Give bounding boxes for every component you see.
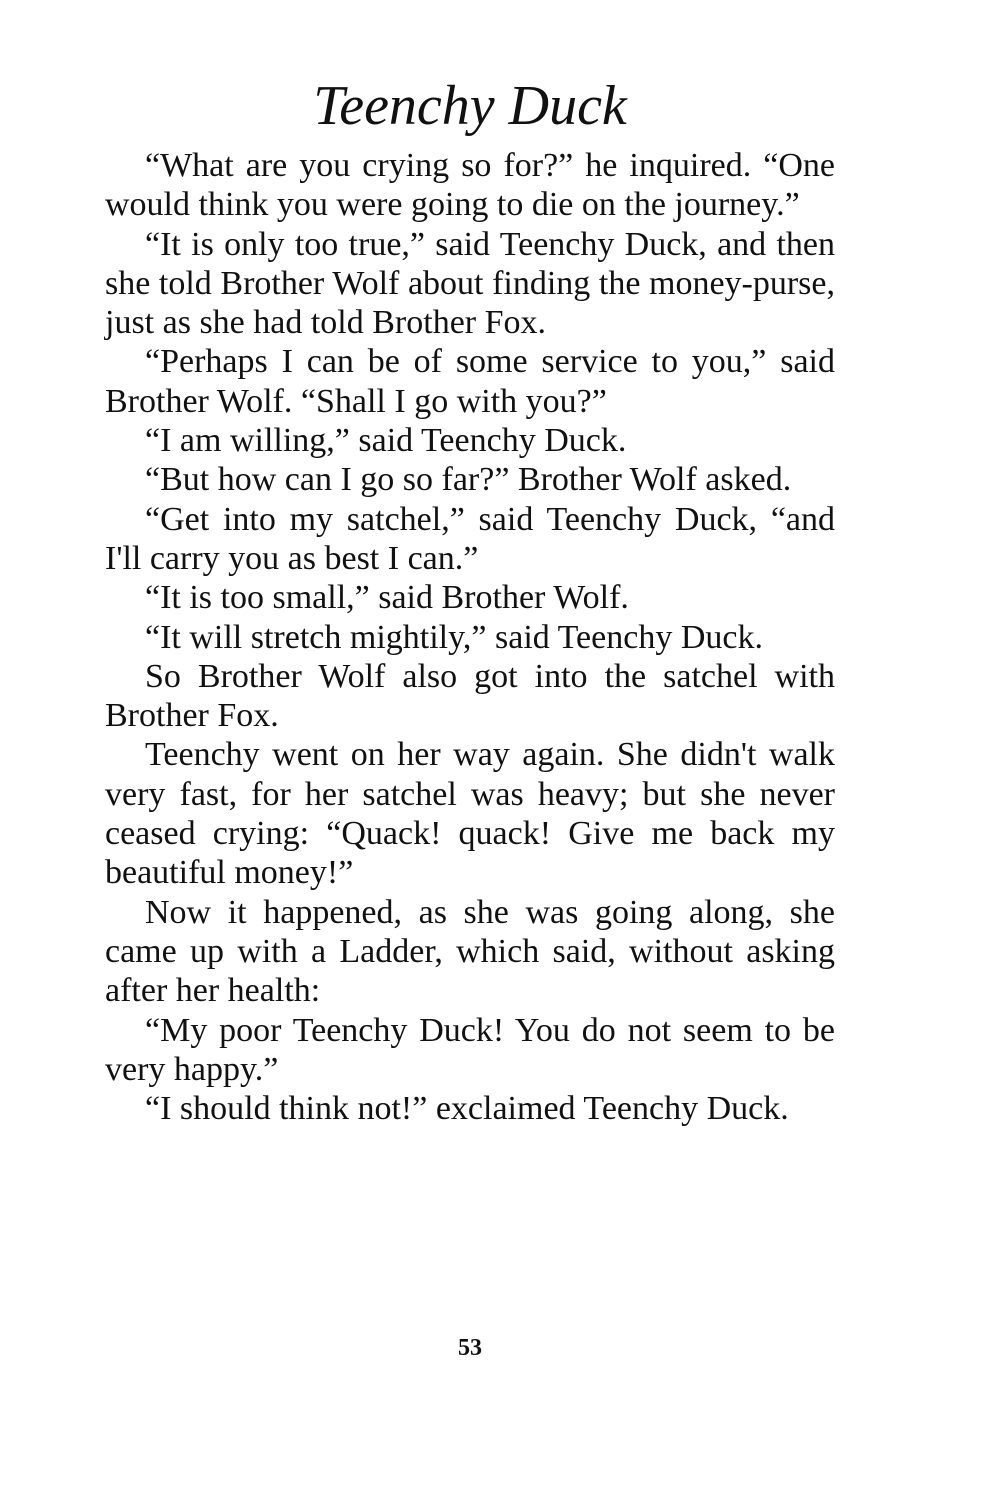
- paragraph: “Get into my satchel,” said Teenchy Duck, “and I'll carry you as best I can.”: [105, 500, 835, 577]
- paragraph: “I should think not!” exclaimed Teenchy Duck.: [145, 1090, 789, 1128]
- paragraph: “But how can I go so far?” Brother Wolf asked.: [145, 461, 792, 499]
- page-number: 53: [458, 1335, 482, 1361]
- running-head: Teenchy Duck: [313, 75, 627, 137]
- paragraph: “It will stretch mightily,” said Teenchy Duck.: [145, 618, 763, 656]
- paragraph: “It is too small,” said Brother Wolf.: [145, 579, 629, 617]
- paragraph: “Perhaps I can be of some service to you,” said Brother Wolf. “Shall I go with you?”: [105, 343, 835, 420]
- paragraph: “I am willing,” said Teenchy Duck.: [145, 422, 627, 460]
- paragraph: “What are you crying so for?” he inquired. “One would think you were going to die on the journey.”: [105, 147, 835, 224]
- paragraph: So Brother Wolf also got into the satchel with Brother Fox.: [105, 657, 835, 735]
- paragraph: “It is only too true,” said Teenchy Duck, and then she told Brother Wolf about finding the money-purse, just as she had told Brother Fox.: [105, 225, 835, 342]
- paragraph: “My poor Teenchy Duck! You do not seem to be very happy.”: [105, 1011, 835, 1088]
- paragraph: Now it happened, as she was going along, she came up with a Ladder, which said, without asking after her health:: [105, 893, 835, 1010]
- paragraph: Teenchy went on her way again. She didn't walk very fast, for her satchel was heavy; but she never ceased crying: “Quack! quack! Give me back my beautiful money!”: [105, 736, 835, 892]
- body-text: [105, 146, 835, 1128]
